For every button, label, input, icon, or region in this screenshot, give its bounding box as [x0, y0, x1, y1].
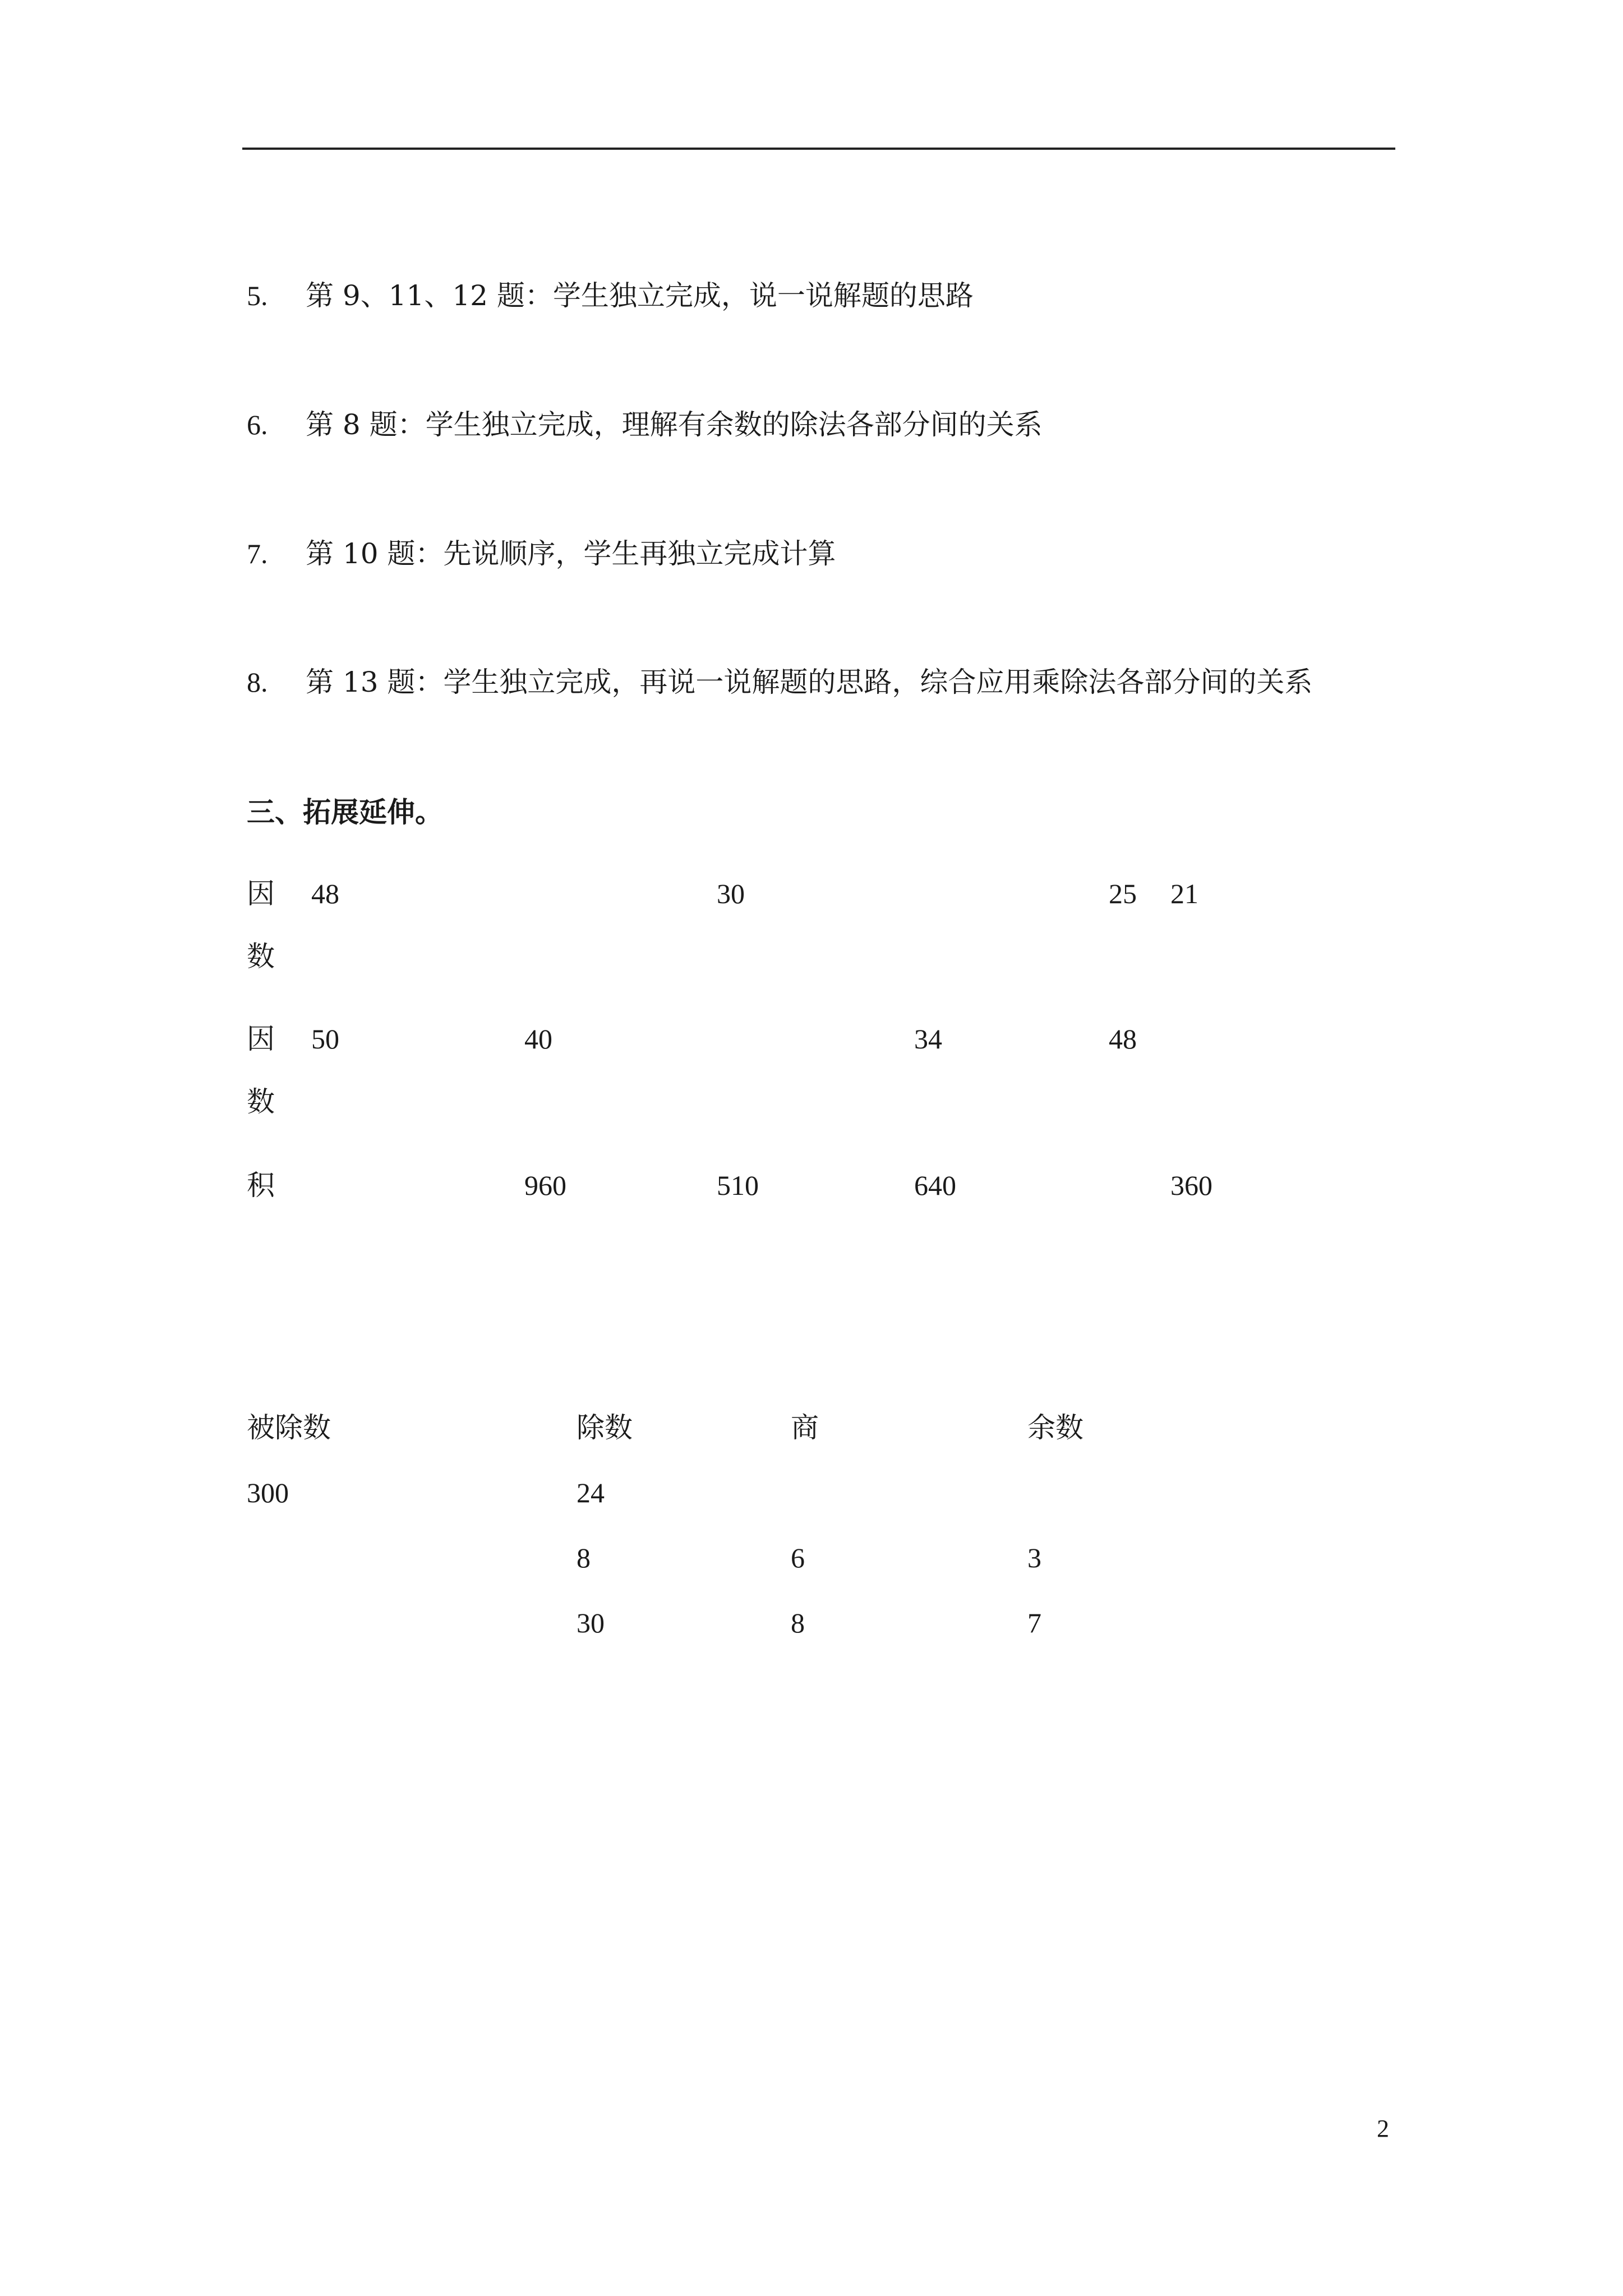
table-cell: 8 [791, 1607, 805, 1639]
table-cell: 7 [1027, 1607, 1041, 1639]
table-cell: 30 [717, 878, 745, 909]
table-cell: 25 [1109, 878, 1137, 909]
table-cell: 34 [914, 1023, 942, 1055]
item-number: 5. [247, 280, 268, 311]
table-cell: 640 [914, 1170, 956, 1201]
row-label: 因 [247, 1023, 275, 1055]
table-cell: 510 [717, 1170, 759, 1201]
page-number: 2 [1377, 2115, 1389, 2142]
table-cell: 960 [524, 1170, 566, 1201]
item-text: 第 10 题：先说顺序，学生再独立完成计算 [306, 537, 836, 570]
item-text: 第 13 题：学生独立完成，再说一说解题的思路，综合应用乘除法各部分间的关系 [306, 666, 1313, 698]
column-header: 商 [791, 1411, 819, 1444]
column-header: 余数 [1027, 1411, 1083, 1444]
header-rule [242, 148, 1395, 150]
item-number: 8. [247, 666, 268, 698]
item-number: 7. [247, 538, 268, 569]
row-label: 数 [247, 940, 275, 973]
table-cell: 360 [1170, 1170, 1212, 1201]
item-text: 第 9、11、12 题：学生独立完成，说一说解题的思路 [306, 279, 974, 312]
table-cell: 300 [247, 1477, 289, 1508]
table-cell: 3 [1027, 1542, 1041, 1573]
row-label: 积 [247, 1169, 275, 1202]
table-cell: 8 [577, 1542, 591, 1573]
column-header: 被除数 [247, 1411, 331, 1444]
table-cell: 30 [577, 1607, 605, 1639]
table-cell: 48 [1109, 1023, 1137, 1055]
table-cell: 24 [577, 1477, 605, 1508]
table-cell: 21 [1170, 878, 1198, 909]
table-cell: 40 [524, 1023, 552, 1055]
item-text: 第 8 题：学生独立完成，理解有余数的除法各部分间的关系 [306, 408, 1043, 441]
table-cell: 50 [311, 1023, 339, 1055]
table-cell: 6 [791, 1542, 805, 1573]
row-label: 数 [247, 1085, 275, 1118]
row-label: 因 [247, 877, 275, 910]
column-header: 除数 [577, 1411, 633, 1444]
section-title: 三、拓展延伸。 [247, 795, 443, 829]
item-number: 6. [247, 409, 268, 440]
table-cell: 48 [311, 878, 339, 909]
